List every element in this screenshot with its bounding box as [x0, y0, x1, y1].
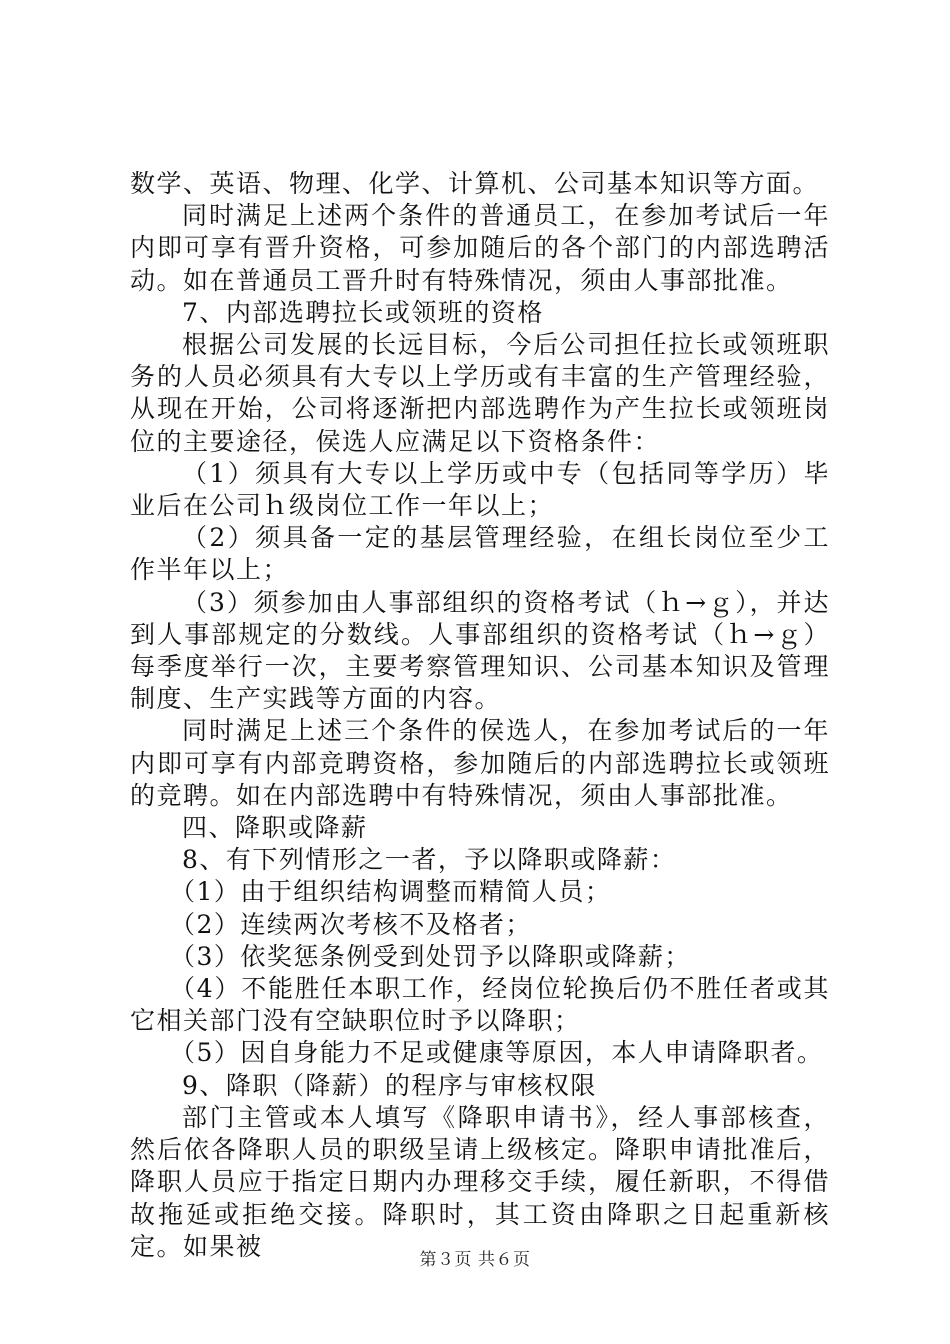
page-number-footer: 第３页 共６页 — [419, 1250, 531, 1270]
paragraph: 根据公司发展的长远目标，今后公司担任拉长或领班职务的人员必须具有大专以上学历或有丰富的生产管理经验，从现在开始，公司将逐渐把内部选聘作为产生拉长或领班岗位的主要途径，侯选人应满足以下资格条件： — [130, 330, 830, 456]
body-text — [130, 168, 830, 1263]
list-item: （4）不能胜任本职工作，经岗位轮换后仍不胜任者或其它相关部门没有空缺职位时予以降职； — [130, 974, 830, 1036]
paragraph: 数学、英语、物理、化学、计算机、公司基本知识等方面。 — [130, 169, 820, 198]
paragraph: 部门主管或本人填写《降职申请书》，经人事部核查，然后依各降职人员的职级呈请上级核定。降职申请批准后，降职人员应于指定日期内办理移交手续，履任新职，不得借故拖延或拒绝交接。降职时，其工资由降职之日起重新核定。如果被 — [130, 1102, 830, 1261]
section-heading: 四、降职或降薪 — [182, 813, 368, 843]
list-item: （3）须参加由人事部组织的资格考试（ｈ→ｇ），并达到人事部规定的分数线。人事部组织的资格考试（ｈ→ｇ）每季度举行一次，主要考察管理知识、公司基本知识及管理制度、生产实践等方面的内容。 — [130, 587, 830, 714]
list-item: （1）须具有大专以上学历或中专（包括同等学历）毕业后在公司ｈ级岗位工作一年以上； — [130, 458, 830, 521]
list-item: （2）须具备一定的基层管理经验，在组长岗位至少工作半年以上； — [130, 523, 830, 585]
section-heading: 7、内部选聘拉长或领班的资格 — [182, 297, 544, 327]
list-item: （2）连续两次考核不及格者； — [170, 909, 532, 939]
list-item: （5）因自身能力不足或健康等原因，本人申请降职者。 — [170, 1038, 824, 1068]
paragraph: 同时满足上述三个条件的侯选人，在参加考试后的一年内即可享有内部竞聘资格，参加随后的内部选聘拉长或领班的竞聘。如在内部选聘中有特殊情况，须由人事部批准。 — [130, 716, 830, 810]
list-item: （3）依奖惩条例受到处罚予以降职或降薪； — [170, 941, 691, 971]
section-heading: 9、降职（降薪）的程序与审核权限 — [182, 1070, 597, 1100]
list-item: （1）由于组织结构调整而精简人员； — [170, 877, 612, 907]
section-heading: 8、有下列情形之一者，予以降职或降薪： — [182, 845, 677, 875]
paragraph: 同时满足上述两个条件的普通员工，在参加考试后一年内即可享有晋升资格，可参加随后的各个部门的内部选聘活动。如在普通员工晋升时有特殊情况，须由人事部批准。 — [130, 201, 830, 295]
